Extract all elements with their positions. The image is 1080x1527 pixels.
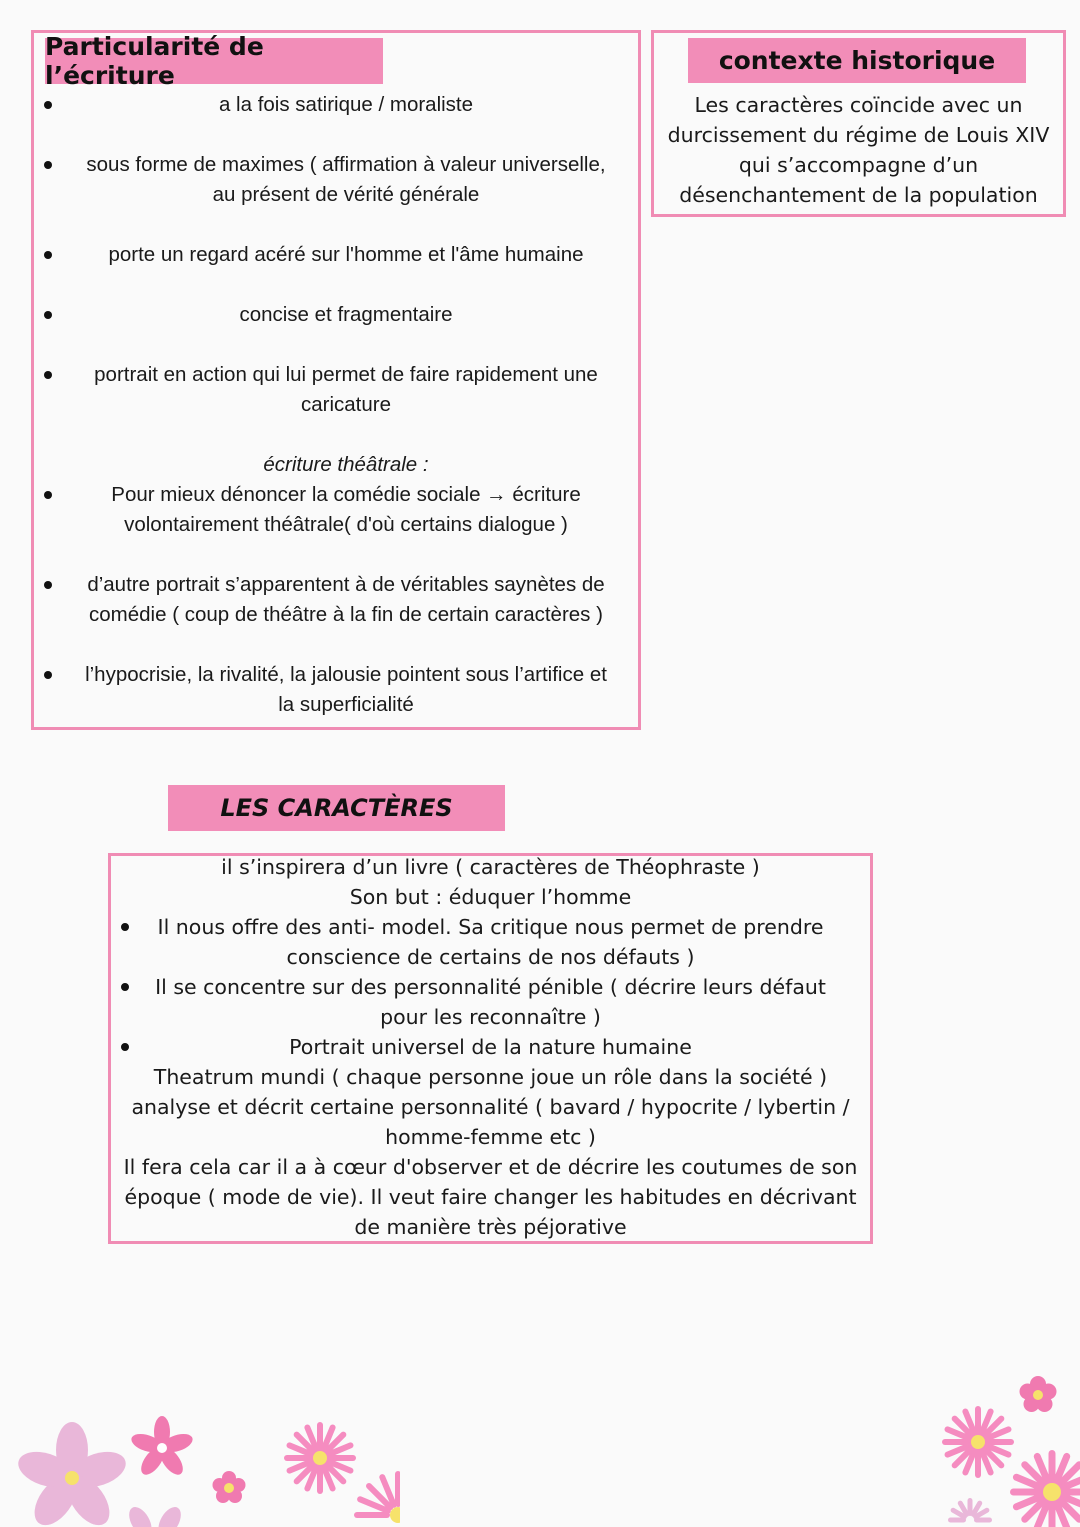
flower-icon: [125, 1503, 186, 1527]
particularite-list: [31, 90, 641, 730]
flower-icon: [129, 1416, 195, 1479]
list-item-cont: comédie ( coup de théâtre à la fin de certain caractères ): [89, 603, 603, 626]
list-item-cont: la superficialité: [278, 693, 414, 716]
caracteres-line: pour les reconnaître ): [380, 1005, 601, 1029]
caracteres-text: [111, 852, 870, 1242]
flower-icon: [1020, 1376, 1057, 1412]
list-item: concise et fragmentaire: [239, 303, 453, 326]
list-item: d’autre portrait s’apparentent à de véritables saynètes de: [87, 573, 605, 596]
caracteres-line: de manière très péjorative: [354, 1215, 627, 1239]
bullet-icon: [44, 311, 52, 319]
list-item: l’hypocrisie, la rivalité, la jalousie pointent sous l’artifice et: [85, 663, 607, 686]
contexte-title: contexte historique: [688, 38, 1026, 83]
flower-icon: [14, 1422, 130, 1527]
caracteres-line: Il nous offre des anti- model. Sa critique nous permet de prendre: [157, 915, 824, 939]
daisy-icon: [948, 1498, 992, 1523]
daisy-icon: [354, 1471, 400, 1523]
daisy-icon: [1010, 1450, 1080, 1527]
particularite-title: Particularité de l’écriture: [45, 38, 383, 84]
caracteres-line: Portrait universel de la nature humaine: [289, 1035, 692, 1059]
list-item: a la fois satirique / moraliste: [218, 93, 474, 116]
bullet-icon: [44, 371, 52, 379]
daisy-icon: [942, 1406, 1014, 1478]
list-item: Pour mieux dénoncer la comédie sociale → écriture: [111, 483, 581, 506]
list-item: portrait en action qui lui permet de faire rapidement une: [94, 363, 598, 386]
list-item-cont: caricature: [300, 393, 391, 416]
list-item: sous forme de maximes ( affirmation à valeur universelle,: [86, 153, 606, 176]
flower-icon: [213, 1471, 246, 1503]
bullet-icon: [44, 251, 52, 259]
caracteres-line: homme-femme etc ): [385, 1125, 596, 1149]
subheading-ecriture-theatrale: écriture théâtrale :: [263, 453, 429, 476]
caracteres-line: analyse et décrit certaine personnalité ( bavard / hypocrite / lybertin /: [131, 1095, 850, 1119]
caracteres-line: Il fera cela car il a à cœur d'observer et de décrire les coutumes de son: [123, 1155, 858, 1179]
contexte-line: Les caractères coïncide avec un: [694, 93, 1023, 117]
bullet-icon: [44, 581, 52, 589]
caracteres-line: conscience de certains de nos défauts ): [286, 945, 695, 969]
list-item-cont: volontairement théâtrale( d'où certains dialogue ): [124, 513, 568, 536]
bullet-icon: [44, 491, 52, 499]
caracteres-line: époque ( mode de vie). Il veut faire changer les habitudes en décrivant: [124, 1185, 857, 1209]
caracteres-line: Theatrum mundi ( chaque personne joue un rôle dans la société ): [153, 1065, 828, 1089]
caracteres-line: il s’inspirera d’un livre ( caractères de Théophraste ): [221, 855, 760, 879]
caracteres-line: Il se concentre sur des personnalité pénible ( décrire leurs défaut: [155, 975, 826, 999]
contexte-line: qui s’accompagne d’un: [738, 153, 979, 177]
caracteres-line: Son but : éduquer l’homme: [349, 885, 632, 909]
contexte-line: durcissement du régime de Louis XIV: [667, 123, 1050, 147]
bullet-icon: [44, 101, 52, 109]
daisy-icon: [284, 1422, 356, 1494]
bullet-icon: [44, 671, 52, 679]
flower-decoration-right: [930, 1370, 1080, 1527]
caracteres-title: LES CARACTÈRES: [168, 785, 505, 831]
list-item: porte un regard acéré sur l'homme et l'âme humaine: [108, 243, 584, 266]
contexte-line: désenchantement de la population: [679, 183, 1038, 207]
contexte-text: [655, 90, 1062, 210]
list-item-cont: au présent de vérité générale: [212, 183, 480, 206]
bullet-icon: [44, 161, 52, 169]
flower-decoration-left: [0, 1400, 400, 1527]
